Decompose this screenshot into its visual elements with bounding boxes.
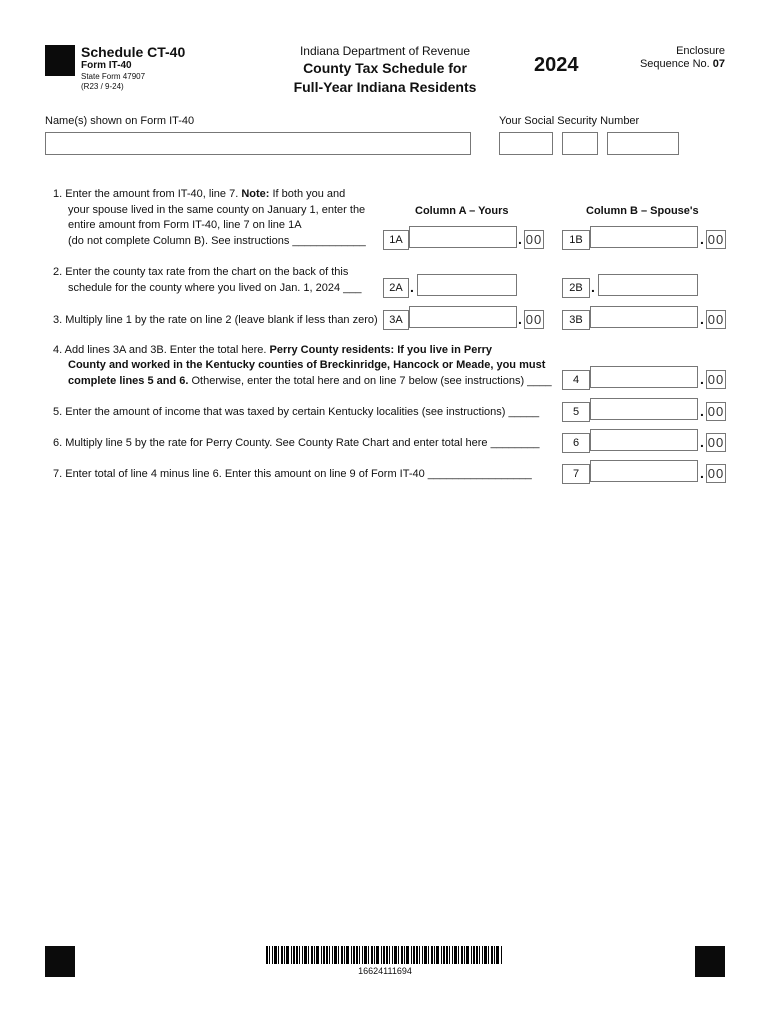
line-2a-input[interactable] [417,274,517,296]
line-2b-input[interactable] [598,274,698,296]
line-3a-decimal: . [518,311,522,327]
line-3a-input[interactable] [409,306,517,328]
ssn-part-2-input[interactable] [562,132,598,155]
line-3b-decimal: . [700,311,704,327]
barcode-icon [266,946,504,964]
line-3a-cents: 00 [525,312,543,327]
barcode-bar [272,946,273,964]
barcode-bar [286,946,289,964]
barcode-bar [476,946,478,964]
line-1-text-b: If both you and [269,188,346,200]
name-input[interactable] [45,132,471,155]
barcode-bar [383,946,385,964]
barcode-bar [431,946,433,964]
line-4-text-a2: Perry County residents: If you live in Perry [269,344,492,356]
barcode-bar [314,946,315,964]
barcode-bar [389,946,390,964]
line-4-decimal: . [700,371,704,387]
line-1a-input[interactable] [409,226,517,248]
line-1b-cents: 00 [707,232,725,247]
barcode-bar [299,946,300,964]
ssn-part-3-input[interactable] [607,132,679,155]
line-5-label: 5 [562,402,590,422]
barcode-bar [411,946,412,964]
line-1b-label: 1B [562,230,590,250]
column-b-header: Column B – Spouse's [586,205,699,217]
line-7-label: 7 [562,464,590,484]
barcode-bar [446,946,448,964]
line-2-text-b: schedule for the county where you lived on Jan. 1, 2024 ___ [68,282,362,294]
line-6-decimal: . [700,434,704,450]
barcode-bar [278,946,279,964]
barcode-bar [274,946,277,964]
line-7-text: 7. Enter total of line 4 minus line 6. Enter this amount on line 9 of Form IT-40 _________________ [53,468,532,480]
barcode-bar [296,946,298,964]
barcode-bar [461,946,463,964]
line-3a-label: 3A [383,310,409,330]
barcode-bar [443,946,445,964]
corner-mark-bottom-left [45,946,75,977]
name-label: Name(s) shown on Form IT-40 [45,115,195,127]
barcode-bar [281,946,283,964]
line-2-text-a: 2. Enter the county tax rate from the chart on the back of this [53,266,349,278]
sequence-label: Sequence No. [639,58,710,70]
barcode-bar [269,946,270,964]
line-4-text-c1: complete lines 5 and 6. [68,375,189,387]
line-4-label: 4 [562,370,590,390]
line-4-text-c2: Otherwise, enter the total here and on line 7 below (see instructions) ____ [188,375,552,387]
barcode-bar [308,946,309,964]
line-2a-label: 2A [383,278,409,298]
barcode-bar [362,946,363,964]
barcode-bar [359,946,360,964]
line-6-cents: 00 [707,435,725,450]
line-1-text-c: your spouse lived in the same county on January 1, enter the [68,204,366,216]
line-3-text: 3. Multiply line 1 by the rate on line 2 (leave blank if less than zero) [53,314,378,326]
line-1-text-e: (do not complete Column B). See instructions ____________ [68,235,366,247]
barcode-bar [494,946,495,964]
barcode-bar [326,946,328,964]
barcode-bar [422,946,423,964]
barcode-bar [266,946,268,964]
barcode-bar [441,946,442,964]
line-1b-input[interactable] [590,226,698,248]
barcode-bar [398,946,399,964]
line-1-text-a: 1. Enter the amount from IT-40, line 7. [53,188,242,200]
line-4-text-c [68,374,552,389]
corner-mark-top-left [45,45,75,76]
barcode-bar [346,946,349,964]
barcode-bar [329,946,330,964]
line-1-text [53,187,345,202]
line-2b-decimal: . [591,279,595,295]
corner-mark-bottom-right [695,946,725,977]
barcode-bar [449,946,450,964]
main-title-line-1: County Tax Schedule for [303,60,467,76]
sequence-value: 07 [712,58,725,70]
column-a-header: Column A – Yours [415,205,509,217]
barcode-bar [471,946,472,964]
barcode-bar [353,946,355,964]
barcode-bar [416,946,418,964]
barcode-bar [338,946,339,964]
schedule-title: Schedule CT-40 [81,44,186,60]
barcode-bar [291,946,292,964]
line-7-input[interactable] [590,460,698,482]
barcode-bar [501,946,502,964]
barcode-bar [381,946,382,964]
line-3b-cents: 00 [707,312,725,327]
line-6-text: 6. Multiply line 5 by the rate for Perry County. See County Rate Chart and enter total here ________ [53,437,540,449]
barcode-bar [376,946,379,964]
line-1-text-d: entire amount from Form IT-40, line 7 on line 1A [68,219,302,231]
line-4-input[interactable] [590,366,698,388]
barcode-bar [436,946,439,964]
barcode-bar [302,946,303,964]
line-2b-label: 2B [562,278,590,298]
barcode-bar [401,946,403,964]
barcode-bar [484,946,487,964]
line-5-decimal: . [700,403,704,419]
barcode-bar [386,946,388,964]
barcode-bar [304,946,307,964]
barcode-bar [368,946,369,964]
main-title-line-2: Full-Year Indiana Residents [293,79,477,95]
barcode-bar [332,946,333,964]
department-name: Indiana Department of Revenue [299,44,471,58]
line-4-text-a1: 4. Add lines 3A and 3B. Enter the total here. [53,344,270,356]
state-form-number: State Form 47907 [81,72,146,81]
barcode-bar [452,946,453,964]
sequence-number [640,58,725,70]
barcode-bars [266,946,502,964]
barcode-bar [473,946,475,964]
line-6-input[interactable] [590,429,698,451]
barcode-bar [394,946,397,964]
barcode-bar [371,946,373,964]
tax-year: 2024 [534,54,579,76]
barcode-bar [341,946,343,964]
line-1a-decimal: . [518,231,522,247]
barcode-bar [392,946,393,964]
line-5-text: 5. Enter the amount of income that was taxed by certain Kentucky localities (see instructions) _____ [53,406,540,418]
line-1-note: Note: [241,188,270,200]
barcode-bar [496,946,499,964]
barcode-number: 16624111694 [358,966,412,976]
line-7-cents: 00 [707,466,725,481]
line-4-cents: 00 [707,372,725,387]
enclosure-label: Enclosure [676,45,725,57]
barcode-bar [454,946,457,964]
barcode-bar [293,946,295,964]
barcode-bar [419,946,420,964]
barcode-bar [316,946,319,964]
line-7-decimal: . [700,465,704,481]
barcode-bar [284,946,285,964]
line-1a-cents: 00 [525,232,543,247]
barcode-bar [428,946,429,964]
barcode-bar [404,946,405,964]
form-revision: (R23 / 9-24) [81,82,124,91]
barcode-bar [466,946,469,964]
line-3b-label: 3B [562,310,590,330]
barcode-bar [311,946,313,964]
barcode-bar [482,946,483,964]
barcode-bar [434,946,435,964]
barcode-bar [488,946,489,964]
line-6-label: 6 [562,433,590,453]
line-2a-decimal: . [410,279,414,295]
barcode-bar [334,946,337,964]
barcode-bar [323,946,325,964]
ssn-label: Your Social Security Number [499,115,640,127]
barcode-bar [351,946,352,964]
barcode-bar [364,946,367,964]
barcode-bar [344,946,345,964]
barcode-bar [406,946,409,964]
line-3b-input[interactable] [590,306,698,328]
barcode-bar [413,946,415,964]
barcode-bar [491,946,493,964]
barcode-bar [424,946,427,964]
barcode-bar [356,946,358,964]
line-4-text-b: County and worked in the Kentucky counties of Breckinridge, Hancock or Meade, you must [68,359,546,371]
form-name: Form IT-40 [81,60,132,71]
barcode-bar [458,946,459,964]
line-1a-label: 1A [383,230,409,250]
barcode-bar [464,946,465,964]
line-5-input[interactable] [590,398,698,420]
line-4-text-a [53,343,492,358]
line-1b-decimal: . [700,231,704,247]
line-5-cents: 00 [707,404,725,419]
barcode-bar [479,946,480,964]
barcode-bar [321,946,322,964]
barcode-bar [374,946,375,964]
ssn-part-1-input[interactable] [499,132,553,155]
